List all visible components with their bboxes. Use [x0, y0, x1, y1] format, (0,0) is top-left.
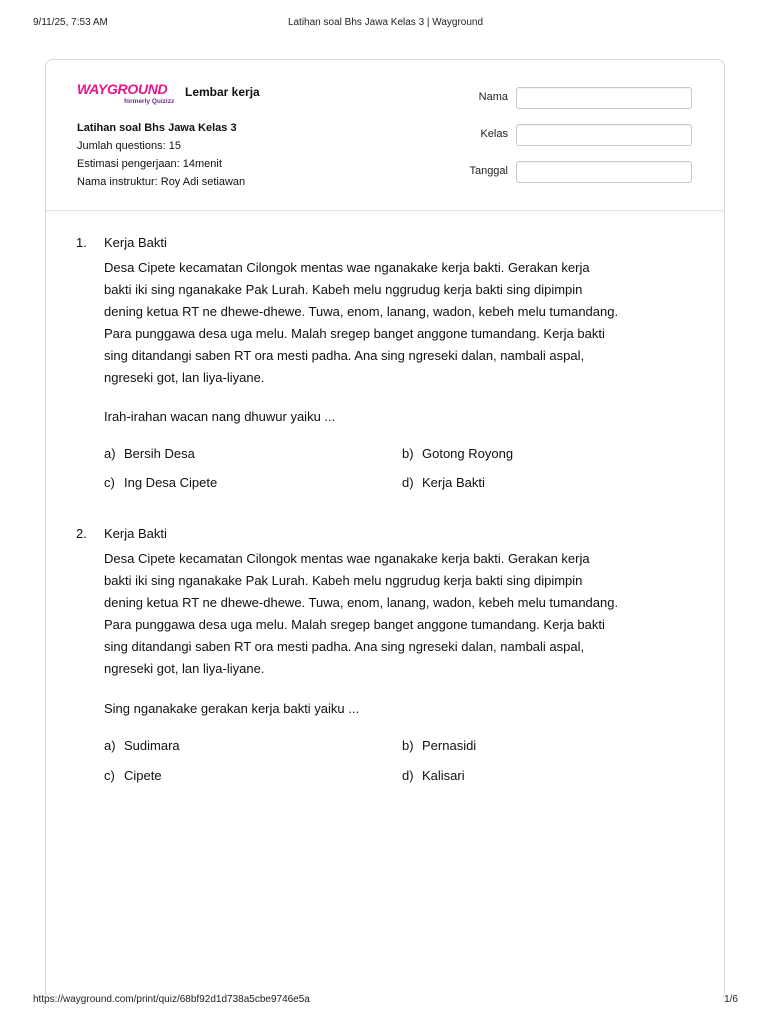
wayground-logo	[77, 81, 179, 107]
logo-tagline: formerly Quizizz	[124, 98, 175, 105]
page-number: 1/6	[724, 994, 738, 1005]
option-c: c) Ing Desa Cipete	[104, 475, 218, 490]
name-label: Nama	[478, 91, 508, 103]
option-b: b) Pernasidi	[402, 738, 477, 753]
question-passage: Desa Cipete kecamatan Cilongok mentas wae nganakake kerja bakti. Gerakan kerja bakti iki sing nganakake Pak Lurah. Kabeh melu nggrudug kerja bakti sing dipimpin dening ketua RT ne dhewe-dhewe. Tuwa, enom, lanang, wadon, kebeh melu tumandang. Para punggawa desa uga melu. Malah sregep banget anggone tumandang. Kerja bakti sing ditandangi saben RT ora mesti padha. Ana sing ngreseki dalan, nambali aspal, ngreseki got, lan liya-liyane.	[104, 260, 619, 385]
worksheet	[45, 59, 725, 1000]
question-title: Kerja Bakti	[104, 235, 167, 250]
option-a: a) Sudimara	[104, 738, 180, 753]
question-prompt: Irah-irahan wacan nang dhuwur yaiku ...	[104, 409, 336, 424]
print-document-title: Latihan soal Bhs Jawa Kelas 3 | Wayground	[287, 17, 484, 28]
question-title: Kerja Bakti	[104, 526, 167, 541]
time-estimate: Estimasi pengerjaan: 14menit	[77, 158, 222, 170]
question-number: 1.	[76, 235, 87, 250]
print-url: https://wayground.com/print/quiz/68bf92d1d738a5cbe9746e5a	[33, 994, 310, 1005]
option-a: a) Bersih Desa	[104, 446, 195, 461]
option-b: b) Gotong Royong	[402, 446, 514, 461]
date-label: Tanggal	[469, 165, 508, 177]
instructor-name: Nama instruktur: Roy Adi setiawan	[77, 176, 246, 188]
option-c: c) Cipete	[104, 768, 162, 783]
class-label: Kelas	[480, 128, 508, 140]
class-field-row	[466, 124, 692, 146]
worksheet-label: Lembar kerja	[185, 85, 260, 99]
worksheet-header	[46, 60, 724, 211]
print-datetime: 9/11/25, 7:53 AM	[33, 17, 108, 28]
quiz-meta	[77, 119, 245, 191]
question-prompt: Sing nganakake gerakan kerja bakti yaiku ...	[104, 701, 360, 716]
question-number: 2.	[76, 526, 87, 541]
question-passage: Desa Cipete kecamatan Cilongok mentas wae nganakake kerja bakti. Gerakan kerja bakti iki sing nganakake Pak Lurah. Kabeh melu nggrudug kerja bakti sing dipimpin dening ketua RT ne dhewe-dhewe. Tuwa, enom, lanang, wadon, kebeh melu tumandang. Para punggawa desa uga melu. Malah sregep banget anggone tumandang. Kerja bakti sing ditandangi saben RT ora mesti padha. Ana sing ngreseki dalan, nambali aspal, ngreseki got, lan liya-liyane.	[104, 551, 619, 676]
name-field-row	[466, 87, 692, 109]
class-input[interactable]	[516, 124, 692, 146]
logo-wordmark: WAYGROUND	[77, 81, 168, 97]
date-field-row	[466, 161, 692, 183]
quiz-title: Latihan soal Bhs Jawa Kelas 3	[77, 122, 237, 134]
option-d: d) Kalisari	[402, 768, 465, 783]
name-input[interactable]	[516, 87, 692, 109]
option-d: d) Kerja Bakti	[402, 475, 485, 490]
question-count: Jumlah questions: 15	[77, 140, 181, 152]
date-input[interactable]	[516, 161, 692, 183]
